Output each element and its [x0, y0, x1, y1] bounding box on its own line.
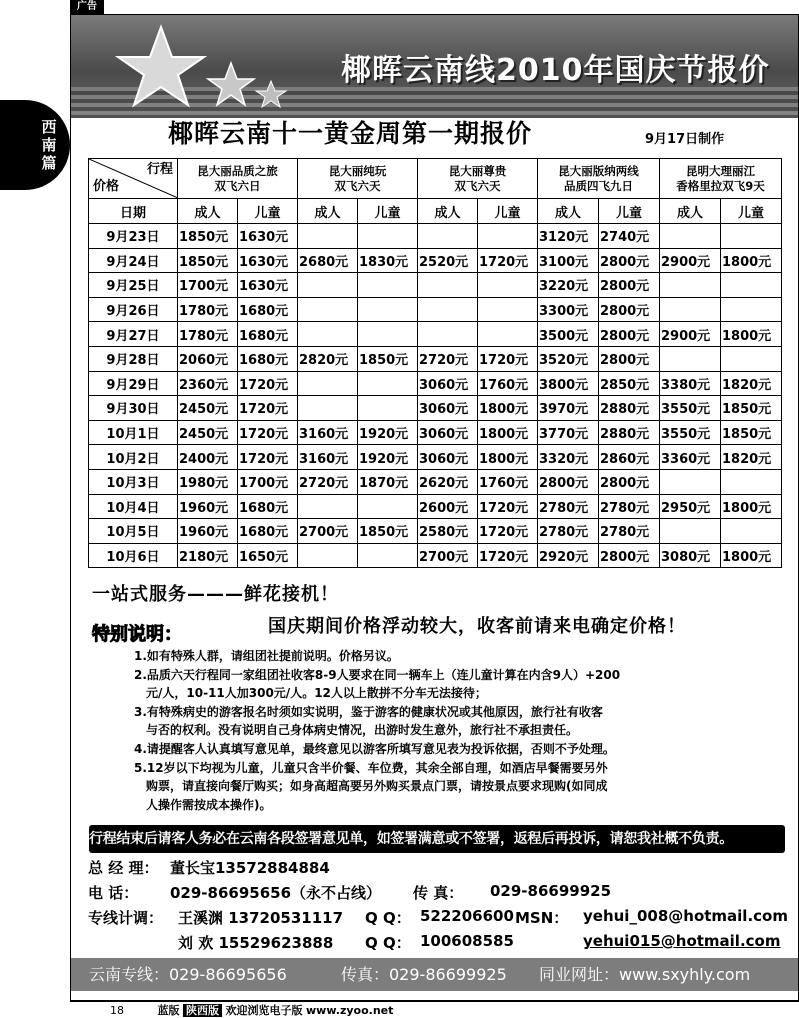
child-price-cell: 1800元 — [721, 248, 782, 273]
adult-price-cell: 3060元 — [418, 396, 478, 421]
child-price-cell: 1720元 — [238, 396, 298, 421]
email2-link[interactable]: yehui015@hotmail.com — [583, 932, 781, 950]
footer-fax: 传真：029-86699925 — [341, 965, 507, 984]
side-tab-label: 西南篇 — [41, 118, 57, 172]
adult-price-cell: 3060元 — [418, 371, 478, 396]
child-price-cell — [358, 273, 418, 298]
date-cell: 10月3日 — [89, 469, 178, 494]
child-price-cell — [721, 297, 782, 322]
child-price-cell: 1850元 — [358, 519, 418, 544]
date-header: 日期 — [89, 199, 178, 224]
adult-price-cell: 3300元 — [538, 297, 599, 322]
corner-cell — [89, 159, 178, 199]
route-header: 昆明大理丽江 香格里拉双飞9天 — [660, 159, 782, 199]
planner1-contact: 王溪渊 13720531117 — [178, 909, 344, 927]
column-header-row — [89, 199, 782, 224]
child-price-cell: 2780元 — [599, 494, 660, 519]
adult-price-cell: 3550元 — [660, 396, 721, 421]
note-line: 4.请提醒客人认真填写意见单，最终意见以游客所填写意见表为投诉依据，否则不予处理。 — [134, 741, 615, 756]
child-price-cell: 1760元 — [478, 371, 538, 396]
table-row — [89, 494, 782, 519]
child-price-cell: 2780元 — [599, 519, 660, 544]
child-price-cell: 1800元 — [478, 420, 538, 445]
child-price-cell: 2880元 — [599, 420, 660, 445]
child-price-cell: 1720元 — [238, 445, 298, 470]
notes-list — [134, 647, 794, 814]
adult-price-cell: 1780元 — [178, 322, 238, 347]
note-line: 购票，请直接向餐厅购买；如身高超高要另外购买景点门票，请按景点要求现购(如同成 — [146, 779, 608, 794]
adult-price-cell: 3160元 — [298, 420, 358, 445]
route-header: 昆大丽纯玩 双飞六天 — [298, 159, 418, 199]
child-price-cell: 1800元 — [721, 322, 782, 347]
child-price-cell: 1800元 — [478, 445, 538, 470]
ad-tag: 广告 — [70, 0, 104, 14]
footer-bar — [71, 958, 798, 991]
child-price-cell: 1650元 — [238, 543, 298, 568]
service-slogan: 一站式服务———鲜花接机！ — [92, 584, 339, 605]
adult-price-cell: 3500元 — [538, 322, 599, 347]
note-line: 与否的权利。没有说明自己身体病史情况，出游时发生意外，旅行社不承担责任。 — [146, 723, 579, 738]
adult-price-cell: 2780元 — [538, 494, 599, 519]
child-price-cell: 1680元 — [238, 494, 298, 519]
table-row — [89, 224, 782, 249]
child-price-cell — [721, 224, 782, 249]
adult-price-cell — [298, 322, 358, 347]
phone-label: 电 话： — [88, 884, 139, 902]
table-row — [89, 322, 782, 347]
table-row — [89, 248, 782, 273]
adult-price-cell: 2720元 — [298, 469, 358, 494]
adult-price-cell — [418, 297, 478, 322]
banner — [71, 15, 798, 118]
child-price-cell: 1720元 — [478, 346, 538, 371]
adult-price-cell — [660, 297, 721, 322]
child-header: 儿童 — [478, 199, 538, 224]
adult-price-cell: 3320元 — [538, 445, 599, 470]
adult-price-cell: 1700元 — [178, 273, 238, 298]
child-price-cell: 2880元 — [599, 396, 660, 421]
date-cell: 9月25日 — [89, 273, 178, 298]
child-price-cell: 2800元 — [599, 322, 660, 347]
adult-price-cell: 2900元 — [660, 248, 721, 273]
date-cell: 9月30日 — [89, 396, 178, 421]
edition-badge: 陕西版 — [183, 1004, 222, 1017]
price-rows — [89, 224, 782, 568]
adult-price-cell: 1850元 — [178, 224, 238, 249]
child-price-cell — [358, 224, 418, 249]
adult-price-cell: 3080元 — [660, 543, 721, 568]
table-row — [89, 297, 782, 322]
banner-title: 椰晖云南线2010年国庆节报价 — [341, 53, 770, 88]
adult-price-cell: 3520元 — [538, 346, 599, 371]
route-header: 昆大丽尊贵 双飞六天 — [418, 159, 538, 199]
corner-top: 行程 — [146, 162, 173, 177]
date-cell: 10月6日 — [89, 543, 178, 568]
side-tab — [0, 100, 70, 190]
child-price-cell: 1720元 — [478, 543, 538, 568]
child-price-cell: 1630元 — [238, 273, 298, 298]
adult-price-cell: 1960元 — [178, 494, 238, 519]
child-price-cell: 2850元 — [599, 371, 660, 396]
adult-price-cell — [298, 494, 358, 519]
table-row — [89, 346, 782, 371]
adult-price-cell: 3770元 — [538, 420, 599, 445]
child-price-cell — [358, 297, 418, 322]
date-cell: 9月27日 — [89, 322, 178, 347]
child-header: 儿童 — [599, 199, 660, 224]
special-heading: 特别说明： — [92, 624, 182, 645]
child-price-cell — [478, 273, 538, 298]
table-row — [89, 273, 782, 298]
adult-price-cell — [298, 396, 358, 421]
manager-label: 总 经 理： — [88, 859, 159, 877]
child-price-cell: 1850元 — [721, 396, 782, 421]
adult-price-cell: 2450元 — [178, 396, 238, 421]
adult-price-cell: 2700元 — [418, 543, 478, 568]
adult-price-cell — [298, 224, 358, 249]
adult-header: 成人 — [538, 199, 599, 224]
note-line: 3.有特殊病史的游客报名时须如实说明，鉴于游客的健康状况或其他原因，旅行社有收客 — [134, 704, 603, 719]
note-line: 1.如有特殊人群，请组团社提前说明。价格另议。 — [134, 649, 399, 663]
msn-label: MSN： — [515, 909, 569, 927]
date-cell: 9月23日 — [89, 224, 178, 249]
footer-line: 云南专线：029-86695656 — [89, 965, 287, 984]
child-price-cell: 1850元 — [358, 346, 418, 371]
note-line: 2.品质六天行程同一家组团社收客8-9人要求在同一辆车上（连儿童计算在内含9人）+200 — [134, 667, 621, 682]
page-title: 椰晖云南十一黄金周第一期报价 — [168, 119, 533, 148]
child-price-cell: 1630元 — [238, 224, 298, 249]
adult-price-cell — [298, 371, 358, 396]
qq1-number: 522206600 — [420, 907, 514, 925]
adult-header: 成人 — [418, 199, 478, 224]
table-row — [89, 469, 782, 494]
adult-price-cell: 2620元 — [418, 469, 478, 494]
foot-text: 欢迎浏览电子版 — [225, 1004, 303, 1017]
child-price-cell: 1800元 — [721, 494, 782, 519]
child-price-cell: 1820元 — [721, 445, 782, 470]
adult-price-cell: 3060元 — [418, 445, 478, 470]
child-header: 儿童 — [358, 199, 418, 224]
adult-price-cell: 1960元 — [178, 519, 238, 544]
child-price-cell: 1830元 — [358, 248, 418, 273]
fax-label: 传 真： — [413, 884, 464, 902]
adult-price-cell: 3380元 — [660, 371, 721, 396]
adult-price-cell — [298, 297, 358, 322]
manager-contact: 董长宝13572884884 — [170, 859, 330, 877]
note-line: 人操作需按成本操作)。 — [146, 797, 272, 812]
stars-decoration-icon — [91, 19, 331, 118]
child-price-cell: 1680元 — [238, 297, 298, 322]
adult-price-cell: 2820元 — [298, 346, 358, 371]
child-price-cell — [358, 396, 418, 421]
table-row — [89, 543, 782, 568]
adult-price-cell: 3360元 — [660, 445, 721, 470]
corner-bottom: 价格 — [93, 179, 120, 194]
date-cell: 10月4日 — [89, 494, 178, 519]
child-price-cell: 1920元 — [358, 445, 418, 470]
adult-price-cell: 3060元 — [418, 420, 478, 445]
child-price-cell — [358, 322, 418, 347]
child-price-cell: 2800元 — [599, 273, 660, 298]
adult-price-cell: 2600元 — [418, 494, 478, 519]
child-price-cell: 2800元 — [599, 543, 660, 568]
adult-price-cell: 2450元 — [178, 420, 238, 445]
adult-price-cell — [660, 469, 721, 494]
child-price-cell: 2800元 — [599, 346, 660, 371]
adult-price-cell: 3800元 — [538, 371, 599, 396]
adult-price-cell: 3970元 — [538, 396, 599, 421]
qq2-label: Q Q： — [365, 934, 411, 952]
child-price-cell: 2860元 — [599, 445, 660, 470]
child-price-cell: 1720元 — [478, 494, 538, 519]
adult-price-cell — [298, 543, 358, 568]
child-price-cell: 1820元 — [721, 371, 782, 396]
child-price-cell — [358, 494, 418, 519]
child-price-cell: 1720元 — [478, 519, 538, 544]
page-footer — [110, 1002, 393, 1018]
adult-price-cell: 2680元 — [298, 248, 358, 273]
adult-header: 成人 — [660, 199, 721, 224]
adult-price-cell: 3160元 — [298, 445, 358, 470]
page-number: 18 — [110, 1004, 124, 1017]
child-price-cell: 1800元 — [478, 396, 538, 421]
special-main-note: 国庆期间价格浮动较大，收客前请来电确定价格！ — [268, 616, 686, 637]
note-line: 5.12岁以下均视为儿童，儿童只含半价餐、车位费，其余全部自理，如酒店早餐需要另外 — [134, 760, 608, 775]
adult-price-cell — [298, 273, 358, 298]
child-price-cell — [478, 297, 538, 322]
route-header: 昆大丽品质之旅 双飞六日 — [178, 159, 298, 199]
child-price-cell — [478, 224, 538, 249]
warning-banner: 行程结束后请客人务必在云南各段签署意见单，如签署满意或不签署，返程后再投诉，请恕我社概不负责。 — [89, 825, 785, 853]
adult-price-cell — [418, 224, 478, 249]
child-price-cell: 1850元 — [721, 420, 782, 445]
child-price-cell — [721, 469, 782, 494]
adult-price-cell: 2780元 — [538, 519, 599, 544]
adult-price-cell: 2520元 — [418, 248, 478, 273]
child-price-cell: 2800元 — [599, 297, 660, 322]
adult-price-cell: 3550元 — [660, 420, 721, 445]
adult-price-cell: 1850元 — [178, 248, 238, 273]
child-price-cell: 2740元 — [599, 224, 660, 249]
table-row — [89, 519, 782, 544]
child-price-cell: 1680元 — [238, 322, 298, 347]
date-cell: 10月1日 — [89, 420, 178, 445]
adult-price-cell — [418, 322, 478, 347]
child-price-cell: 1720元 — [238, 420, 298, 445]
child-price-cell: 2800元 — [599, 469, 660, 494]
footer-web[interactable]: 同业网址：www.sxyhly.com — [539, 965, 751, 984]
child-price-cell: 1630元 — [238, 248, 298, 273]
child-price-cell: 1920元 — [358, 420, 418, 445]
route-header: 昆大丽版纳两线 品质四飞九日 — [538, 159, 660, 199]
child-price-cell: 2800元 — [599, 248, 660, 273]
date-cell: 10月5日 — [89, 519, 178, 544]
child-price-cell — [358, 543, 418, 568]
price-table — [88, 158, 782, 568]
child-price-cell: 1800元 — [721, 543, 782, 568]
adult-price-cell: 2700元 — [298, 519, 358, 544]
phone-number: 029-86695656（永不占线） — [170, 884, 382, 902]
adult-price-cell: 3120元 — [538, 224, 599, 249]
foot-site[interactable]: www.zyoo.net — [306, 1004, 394, 1017]
planner-label: 专线计调： — [88, 909, 164, 927]
planner2-contact: 刘 欢 15529623888 — [178, 934, 334, 952]
child-price-cell: 1720元 — [478, 248, 538, 273]
qq2-number: 100608585 — [420, 932, 514, 950]
child-price-cell: 1700元 — [238, 469, 298, 494]
child-price-cell — [721, 273, 782, 298]
adult-price-cell: 3100元 — [538, 248, 599, 273]
note-line: 元/人，10-11人加300元/人。12人以上散拼不分车无法接待； — [146, 686, 487, 701]
adult-price-cell — [660, 273, 721, 298]
table-row — [89, 420, 782, 445]
child-price-cell: 1870元 — [358, 469, 418, 494]
adult-price-cell: 1980元 — [178, 469, 238, 494]
adult-price-cell: 2720元 — [418, 346, 478, 371]
adult-header: 成人 — [298, 199, 358, 224]
child-price-cell: 1720元 — [238, 371, 298, 396]
child-header: 儿童 — [238, 199, 298, 224]
adult-price-cell — [660, 519, 721, 544]
adult-price-cell — [660, 346, 721, 371]
adult-price-cell: 2180元 — [178, 543, 238, 568]
made-date: 9月17日制作 — [645, 132, 725, 147]
child-header: 儿童 — [721, 199, 782, 224]
adult-price-cell — [418, 273, 478, 298]
child-price-cell — [478, 322, 538, 347]
child-price-cell — [721, 519, 782, 544]
qq1-label: Q Q： — [365, 909, 411, 927]
table-row — [89, 445, 782, 470]
adult-price-cell: 2920元 — [538, 543, 599, 568]
adult-price-cell: 2580元 — [418, 519, 478, 544]
child-price-cell: 1680元 — [238, 519, 298, 544]
route-header-row — [89, 159, 782, 199]
date-cell: 9月29日 — [89, 371, 178, 396]
adult-price-cell: 2800元 — [538, 469, 599, 494]
child-price-cell: 1760元 — [478, 469, 538, 494]
msn-address[interactable]: yehui_008@hotmail.com — [583, 907, 788, 925]
date-cell: 9月24日 — [89, 248, 178, 273]
adult-price-cell: 2360元 — [178, 371, 238, 396]
child-price-cell — [721, 346, 782, 371]
adult-price-cell: 2400元 — [178, 445, 238, 470]
adult-price-cell: 3220元 — [538, 273, 599, 298]
child-price-cell — [358, 371, 418, 396]
table-row — [89, 371, 782, 396]
fax-number: 029-86699925 — [490, 882, 612, 900]
adult-price-cell: 2950元 — [660, 494, 721, 519]
table-row — [89, 396, 782, 421]
child-price-cell: 1680元 — [238, 346, 298, 371]
edition-label: 蓝版 — [157, 1004, 180, 1017]
date-cell: 9月28日 — [89, 346, 178, 371]
adult-price-cell: 2060元 — [178, 346, 238, 371]
adult-price-cell — [660, 224, 721, 249]
adult-price-cell: 1780元 — [178, 297, 238, 322]
adult-header: 成人 — [178, 199, 238, 224]
date-cell: 10月2日 — [89, 445, 178, 470]
date-cell: 9月26日 — [89, 297, 178, 322]
adult-price-cell: 2900元 — [660, 322, 721, 347]
